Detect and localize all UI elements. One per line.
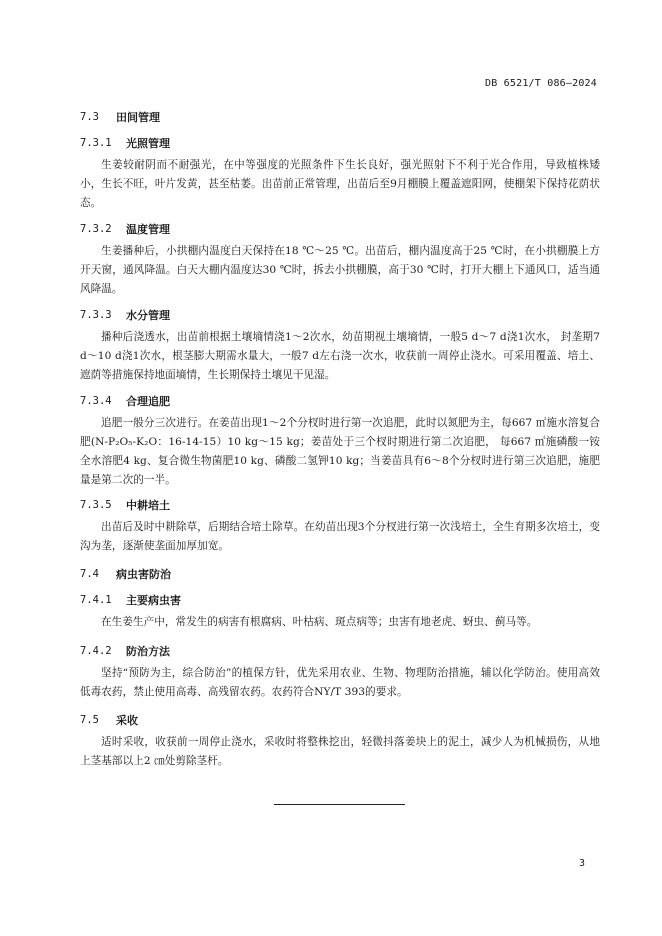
paragraph-7-3-2: 生姜播种后，小拱棚内温度白天保持在18 ℃～25 ℃。出苗后，棚内温度高于25 ℃时，在小拱棚膜上方开天窗，通风降温。白天大棚内温度达30 ℃时，拆去小拱棚膜，高于30 ℃时，打开大棚上下通风口，适当通风降温。 [80,245,600,295]
paragraph-7-3-3: 播种后浇透水，出苗前根据土壤墒情浇1～2次水，幼苗期视土壤墒情，一般5 d～7 d浇1次水， 封垄期7 d～10 d浇1次水，根茎膨大期需水量大，一般7 d左右浇一次水，收获前一周停止浇水。可采用覆盖、培土、遮荫等措施保持地面墒情，生长期保持土壤见干见湿。 [80,331,600,381]
heading-title: 病虫害防治 [116,568,171,581]
heading-number: 7.3.1 [80,137,112,149]
heading-number: 7.5 [80,714,99,726]
heading-number: 7.3.2 [80,223,112,235]
heading-number: 7.4.2 [80,645,112,657]
heading-number: 7.4.1 [80,594,112,606]
heading-7-4-2 [80,643,170,659]
paragraph-7-4-2: 坚持“预防为主，综合防治”的植保方针，优先采用农业、生物、物理防治措施，辅以化学防治。使用高效低毒农药，禁止使用高毒、高残留农药。农药符合NY/T 393的要求。 [80,667,600,698]
heading-title: 防治方法 [126,645,170,658]
heading-7-3-2 [80,221,170,237]
paragraph-7-5: 适时采收，收获前一周停止浇水，采收时将整株挖出，轻微抖落姜块上的泥土，减少人为机械损伤，从地上茎基部以上2 ㎝处剪除茎杆。 [80,736,600,767]
paragraph-7-3-5: 出苗后及时中耕除草，后期结合培土除草。在幼苗出现3个分杈进行第一次浅培土，全生育期多次培土，变沟为垄，逐渐使垄面加厚加宽。 [80,521,600,552]
heading-title: 主要病虫害 [126,594,181,607]
heading-title: 光照管理 [126,137,170,150]
heading-7-4-1 [80,592,181,608]
paragraph-7-4-1: 在生姜生产中，常发生的病害有根腐病、叶枯病、斑点病等；虫害有地老虎、蚜虫、蓟马等。 [101,616,538,628]
heading-title: 水分管理 [126,309,170,322]
heading-number: 7.4 [80,568,99,580]
heading-title: 温度管理 [126,223,170,236]
heading-7-3-5 [80,497,170,513]
heading-7-5 [80,712,138,728]
heading-number: 7.3.5 [80,499,112,511]
heading-7-3-1 [80,135,170,151]
standard-code: DB 6521/T 086—2024 [485,78,597,89]
heading-number: 7.3.4 [80,395,112,407]
heading-title: 田间管理 [116,111,160,124]
heading-number: 7.3 [80,111,99,123]
heading-number: 7.3.3 [80,309,112,321]
page-number: 3 [578,858,585,869]
heading-7-3 [80,109,160,125]
paragraph-7-3-4: 追肥一般分三次进行。在姜苗出现1～2个分杈时进行第一次追肥，此时以氮肥为主，每667 ㎡施水溶复合肥(N-P₂O₅-K₂O：16-14-15）10 kg～15 kg；姜苗处于三个杈时期进行第二次追肥， 每667 ㎡施磷酸一铵全水溶肥4 kg、复合微生物菌肥10 kg、磷酸二氢钾10 kg；当姜苗具有6～8个分杈时进行第三次追肥，施肥量是第二次的一半。 [80,417,600,486]
heading-7-3-3 [80,307,170,323]
heading-7-3-4 [80,393,170,409]
end-rule [274,804,405,805]
paragraph-7-3-1: 生姜较耐阴而不耐强光，在中等强度的光照条件下生长良好，强光照射下不利于光合作用，导致植株矮小，生长不旺，叶片发黄，甚至枯萎。出苗前正常管理，出苗后至9月棚膜上覆盖遮阳网，使棚架下保持花荫状态。 [80,159,600,209]
heading-title: 中耕培土 [126,499,170,512]
heading-title: 合理追肥 [126,395,170,408]
heading-title: 采收 [116,714,138,727]
heading-7-4 [80,566,171,582]
